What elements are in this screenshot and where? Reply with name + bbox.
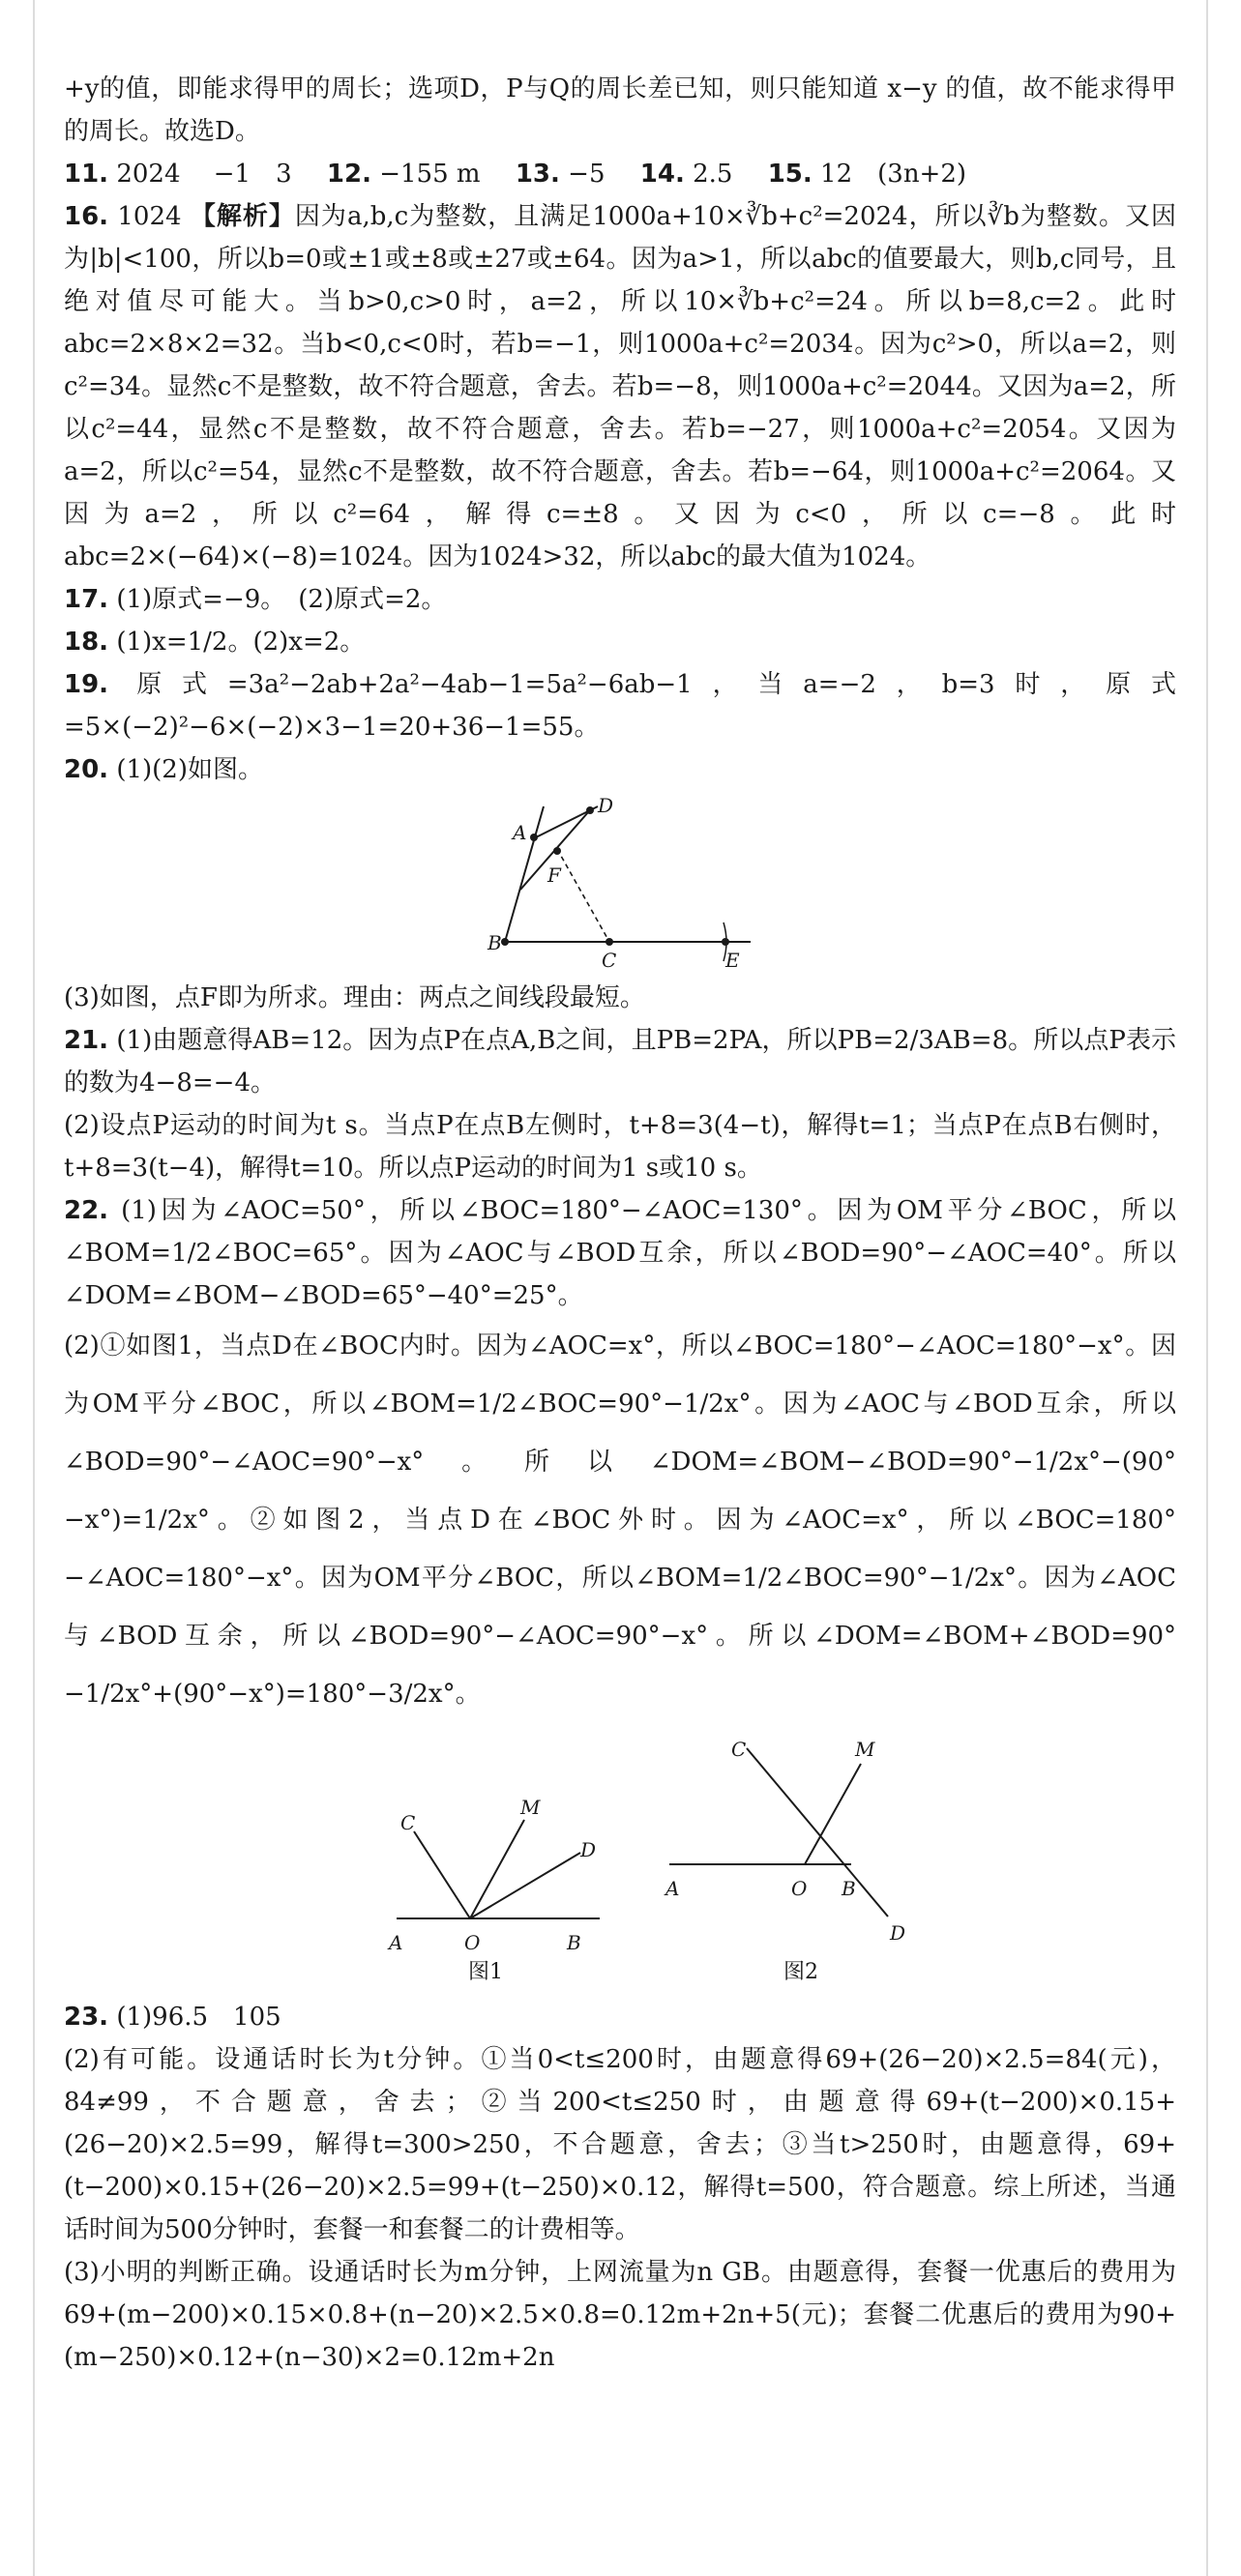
figure-caption-1: 图1 (468, 1960, 503, 1984)
label-C-fig1: C (400, 1811, 416, 1834)
answer-block (64, 195, 1176, 578)
answer-text: (2)①如图1，当点D在∠BOC内时。因为∠AOC=x°，所以∠BOC=180°−∠AOC=180°−x°。因为OM平分∠BOC，所以∠BOM=1/2∠BOC=90°−1/2x°。因为∠AOC与∠BOD互余，所以∠BOD=90°−∠AOC=90°−x°。所以∠DOM=∠BOM−∠BOD=90°−1/2x°−(90°−x°)=1/2x°。②如图2，当点D在∠BOC外时。因为∠AOC=x°，所以∠BOC=180°−∠AOC=180°−x°。因为OM平分∠BOC，所以∠BOM=1/2∠BOC=90°−1/2x°。因为∠AOC与∠BOD互余，所以∠BOD=90°−∠AOC=90°−x°。所以∠DOM=∠BOM+∠BOD=90°−1/2x°+(90°−x°)=180°−3/2x°。 (64, 1332, 1176, 1709)
answer-line (64, 68, 1176, 153)
page-margin-line (33, 0, 35, 2576)
question-number: 22. (64, 1196, 109, 1225)
figure-q20 (64, 797, 1176, 971)
answer-text: 2.5 (693, 160, 733, 189)
label-D: D (598, 797, 614, 817)
answer-text: 12 (3n+2) (820, 160, 967, 189)
question-number: 21. (64, 1026, 109, 1055)
answer-text: (1)由题意得AB=12。因为点P在点A,B之间，且PB=2PA，所以PB=2/3AB=8。所以点P表示的数为4−8=−4。 (64, 1026, 1177, 1098)
geometry-figure (64, 1729, 1176, 1990)
answer-block (64, 2251, 1176, 2379)
answer-text: (1)因为∠AOC=50°，所以∠BOC=180°−∠AOC=130°。因为OM平分∠BOC，所以∠BOM=1/2∠BOC=65°。因为∠AOC与∠BOD互余，所以∠BOD=90°−∠AOC=40°。所以∠DOM=∠BOM−∠BOD=65°−40°=25°。 (64, 1196, 1177, 1310)
question-number: 23. (64, 2003, 109, 2032)
answer-text: (3)如图，点F即为所求。理由：两点之间线段最短。 (64, 983, 645, 1012)
answer-block (64, 1104, 1176, 1189)
ray-OM-fig2 (805, 1764, 861, 1864)
answer-text: (2)有可能。设通话时长为t分钟。①当0<t≤200时，由题意得69+(26−20)×2.5=84(元)，84≠99，不合题意，舍去；②当200<t≤250时，由题意得69+(t−200)×0.15+(26−20)×2.5=99，解得t=300>250，不合题意，舍去；③当t>250时，由题意得，69+(t−200)×0.15+(26−20)×2.5=99+(t−250)×0.12，解得t=500，符合题意。综上所述，当通话时间为500分钟时，套餐一和套餐二的计费相等。 (64, 2045, 1176, 2244)
answer-text: −155 m (379, 160, 481, 189)
geometry-figure (64, 797, 1176, 971)
answer-text: +y的值，即能求得甲的周长；选项D，P与Q的周长差已知，则只能知道 x−y 的值，故不能求得甲的周长。故选D。 (64, 74, 1176, 146)
answer-block (64, 663, 1176, 748)
answer-page (64, 68, 1176, 2379)
answer-block (64, 1317, 1176, 1723)
question-number: 14. (639, 160, 685, 189)
ray-OC-fig1 (414, 1831, 470, 1918)
answer-text: −5 (568, 160, 606, 189)
label-O-fig2: O (791, 1877, 808, 1900)
label-A-fig1: A (389, 1931, 403, 1954)
answer-line (64, 1996, 1176, 2038)
answer-text: (1)96.5 105 (116, 2003, 281, 2032)
answer-text: 因为a,b,c为整数，且满足1000a+10×∛b+c²=2024，所以∛b为整数。又因为|b|<100，所以b=0或±1或±8或±27或±64。因为a>1，所以abc的值要最大，则b,c同号，且绝对值尽可能大。当b>0,c>0时，a=2，所以10×∛b+c²=24。所以b=8,c=2。此时abc=2×8×2=32。当b<0,c<0时，若b=−1，则1000a+c²=2034。因为c²>0，所以a=2，则c²=34。显然c不是整数，故不符合题意，舍去。若b=−8，则1000a+c²=2044。又因为a=2，所以c²=44，显然c不是整数，故不符合题意，舍去。若b=−27，则1000a+c²=2054。又因为a=2，所以c²=54，显然c不是整数，故不符合题意，舍去。若b=−64，则1000a+c²=2064。又因为a=2，所以c²=64，解得c=±8。又因为c<0，所以c=−8。此时abc=2×(−64)×(−8)=1024。因为1024>32，所以abc的最大值为1024。 (64, 202, 1176, 571)
answer-text: (1)原式=−9。 (2)原式=2。 (116, 585, 447, 614)
answer-text: (3)小明的判断正确。设通话时长为m分钟，上网流量为n GB。由题意得，套餐一优惠后的费用为69+(m−200)×0.15×0.8+(n−20)×2.5×0.8=0.12m+2n+5(元)；套餐二优惠后的费用为90+(m−250)×0.12+(n−30)×2=0.12m+2n (64, 2258, 1176, 2372)
point-A (530, 834, 538, 841)
label-B: B (488, 931, 502, 954)
label-D-fig1: D (580, 1838, 597, 1861)
question-number: 17. (64, 585, 109, 614)
point-B (501, 938, 509, 946)
question-number: 11. (64, 160, 109, 189)
label-B-fig2: B (842, 1877, 856, 1900)
label-C: C (602, 949, 617, 971)
answer-block (64, 2038, 1176, 2251)
question-number: 13. (515, 160, 560, 189)
line-CD-fig2 (747, 1748, 888, 1917)
answer-text: 1024 (117, 202, 182, 231)
segment-FC (557, 849, 609, 942)
question-number: 19. (64, 670, 109, 699)
answer-text: (2)设点P运动的时间为t s。当点P在点B左侧时，t+8=3(4−t)，解得t=1；当点P在点B右侧时，t+8=3(t−4)，解得t=10。所以点P运动的时间为1 s或10 s。 (64, 1111, 1176, 1183)
point-D (586, 806, 594, 814)
answer-text: 2024 −1 3 (116, 160, 292, 189)
figure-q22 (64, 1729, 1176, 1990)
answer-text: 原式=3a²−2ab+2a²−4ab−1=5a²−6ab−1，当a=−2，b=3时，原式=5×(−2)²−6×(−2)×3−1=20+36−1=55。 (64, 670, 1176, 742)
label-C-fig2: C (731, 1738, 747, 1761)
question-number: 12. (326, 160, 371, 189)
ray-OM-fig1 (470, 1820, 524, 1918)
question-number: 20. (64, 755, 109, 784)
point-C (606, 938, 613, 946)
question-number: 18. (64, 628, 109, 657)
label-E: E (725, 949, 740, 971)
label-O-fig1: O (464, 1931, 481, 1954)
label-A: A (513, 821, 527, 844)
answer-block (64, 1189, 1176, 1317)
question-number: 16. (64, 202, 109, 231)
page-margin-line (1206, 0, 1208, 2576)
answer-text: (1)(2)如图。 (116, 755, 263, 784)
label-B-fig1: B (567, 1931, 581, 1954)
answer-line (64, 977, 1176, 1019)
figure-caption-2: 图2 (783, 1960, 818, 1984)
label-F: F (547, 864, 561, 887)
label-A-fig2: A (665, 1877, 680, 1900)
answer-text: (1)x=1/2。(2)x=2。 (116, 628, 366, 657)
answer-line (64, 621, 1176, 663)
answer-line (64, 153, 1176, 195)
ray-OD-fig1 (470, 1853, 580, 1918)
answer-line (64, 578, 1176, 621)
analysis-tag: 【解析】 (190, 202, 295, 231)
question-number: 15. (767, 160, 813, 189)
label-M-fig2: M (855, 1738, 875, 1761)
point-E (722, 938, 729, 946)
answer-line (64, 748, 1176, 791)
answer-block (64, 1019, 1176, 1104)
label-D-fig2: D (890, 1921, 906, 1945)
label-M-fig1: M (520, 1796, 541, 1819)
point-F (553, 847, 561, 855)
